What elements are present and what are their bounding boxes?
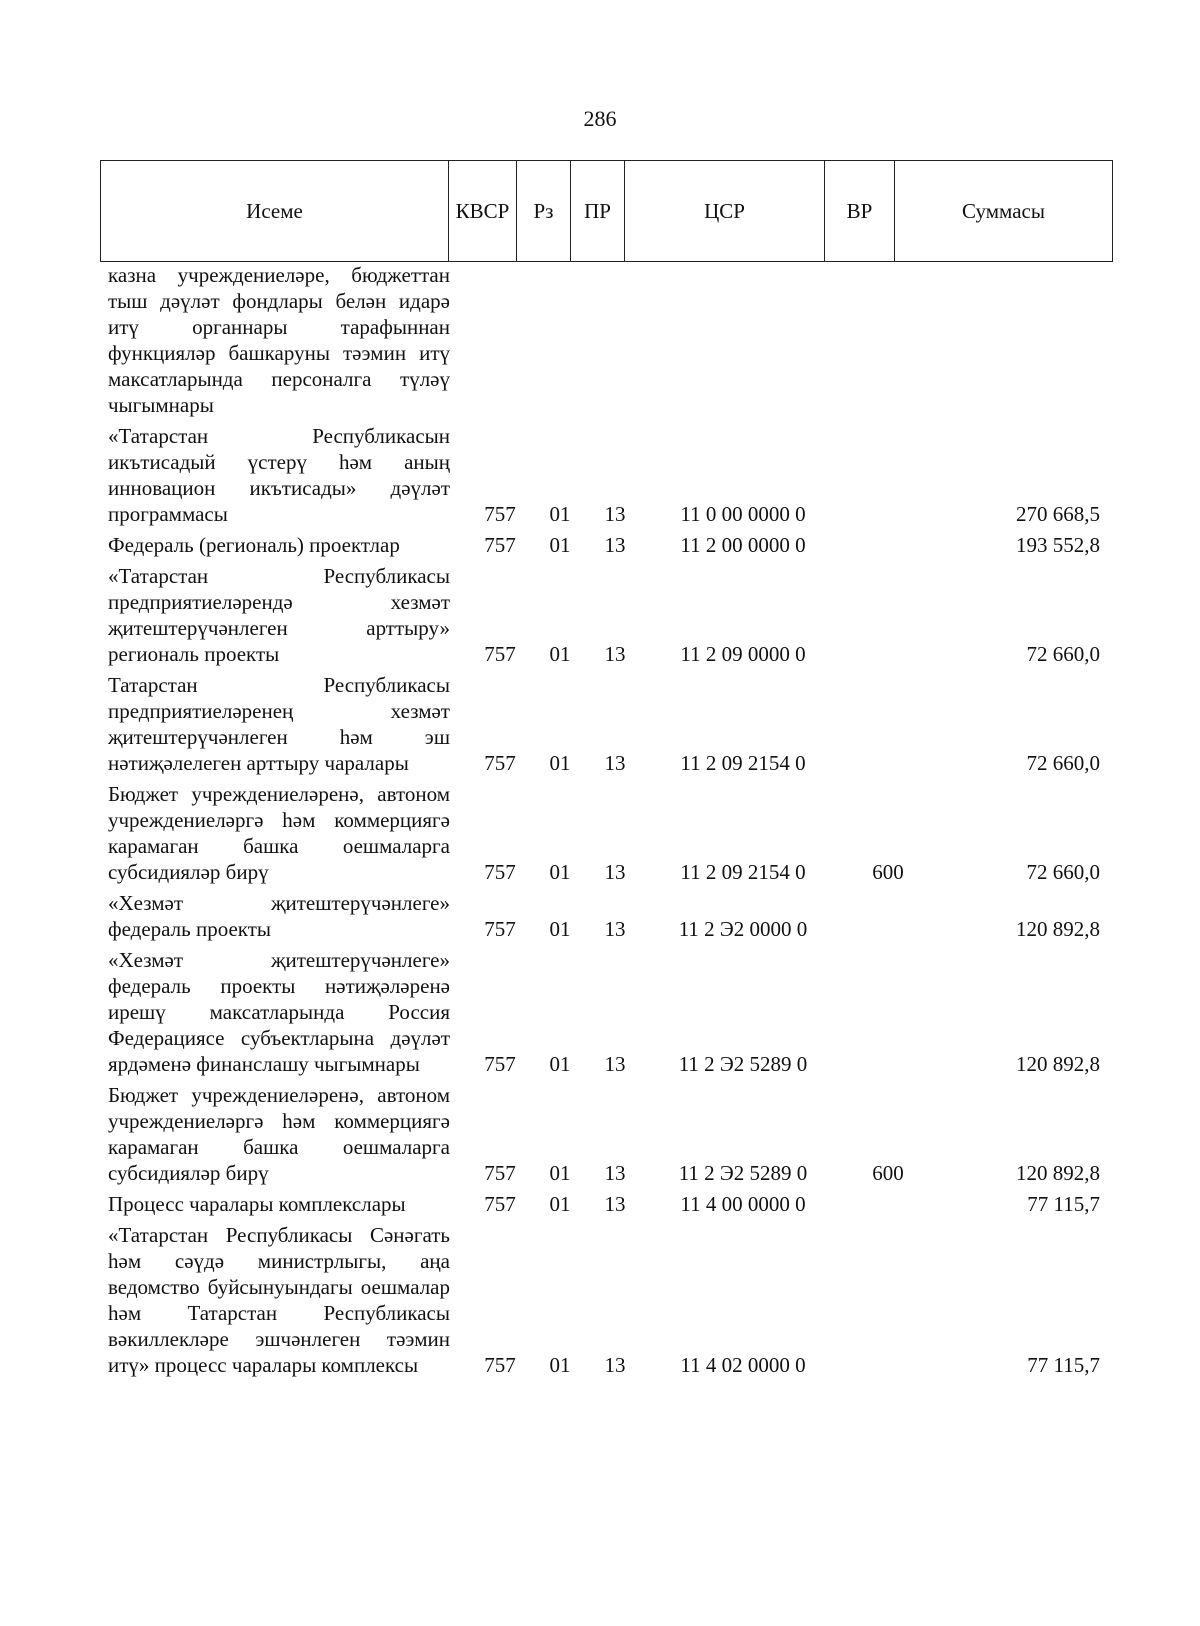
- row-kvsr: 757: [484, 1353, 516, 1377]
- row-rz: 01: [549, 1161, 571, 1185]
- row-sum: 120 892,8: [1016, 1052, 1100, 1076]
- table-row: [0, 262, 1200, 418]
- row-name: «Татарстан Республикасы Сәнәгать һәм сәүдә министрлыгы, аңа ведомство буйсынуындагы оешмалар һәм Татарстан Республикасы вәкиллекләре эшчәнлеген тәэмин итү» процесс чаралары комплексы: [108, 1223, 450, 1377]
- row-sum: 193 552,8: [1016, 533, 1100, 557]
- row-rz: 01: [549, 1052, 571, 1076]
- row-pr: 13: [604, 533, 626, 557]
- row-kvsr: 757: [484, 533, 516, 557]
- row-name: «Хезмәт җитештерүчәнлеге» федераль проекты нәтиҗәләренә ирешү максатларында Россия Федерациясе субъектларына дәүләт ярдәменә финанслашу чыгымнары: [108, 948, 450, 1076]
- row-pr: 13: [604, 642, 626, 666]
- row-rz: 01: [549, 751, 571, 775]
- row-csr: 11 2 Э2 0000 0: [678, 917, 808, 941]
- row-csr: 11 2 Э2 5289 0: [678, 1052, 808, 1076]
- row-rz: 01: [549, 502, 571, 526]
- row-name: казна учреждениеләре, бюджеттан тыш дәүләт фондлары белән идарә итү органнары тарафыннан функцияләр башкаруны тәэмин итү максатларында персоналга түләү чыгымнары: [108, 263, 450, 417]
- table-row: [0, 423, 1200, 527]
- table-header: [100, 160, 1113, 262]
- row-rz: 01: [549, 860, 571, 884]
- table-row: [0, 672, 1200, 776]
- row-sum: 120 892,8: [1016, 917, 1100, 941]
- header-name: Исеме: [101, 161, 449, 262]
- row-rz: 01: [549, 1353, 571, 1377]
- row-kvsr: 757: [484, 751, 516, 775]
- row-name: Федераль (региональ) проектлар: [108, 533, 400, 557]
- table-row: [0, 1191, 1200, 1217]
- row-kvsr: 757: [484, 860, 516, 884]
- header-csr: ЦСР: [625, 161, 825, 262]
- row-name: «Хезмәт җитештерүчәнлеге» федераль проекты: [108, 891, 450, 941]
- table-body: [0, 262, 1200, 1383]
- row-rz: 01: [549, 533, 571, 557]
- table-row: [0, 1222, 1200, 1378]
- row-sum: 77 115,7: [1027, 1353, 1100, 1377]
- row-name: «Татарстан Республикасы предприятиеләрендә хезмәт җитештерүчәнлеген арттыру» региональ проекты: [108, 564, 450, 666]
- row-rz: 01: [549, 917, 571, 941]
- header-pr: ПР: [571, 161, 625, 262]
- row-sum: 120 892,8: [1016, 1161, 1100, 1185]
- row-csr: 11 2 09 2154 0: [680, 860, 806, 884]
- row-rz: 01: [549, 1192, 571, 1216]
- row-kvsr: 757: [484, 1052, 516, 1076]
- header-vr: ВР: [825, 161, 895, 262]
- row-csr: 11 0 00 0000 0: [680, 502, 806, 526]
- row-kvsr: 757: [484, 502, 516, 526]
- row-csr: 11 2 09 0000 0: [680, 642, 806, 666]
- row-pr: 13: [604, 502, 626, 526]
- row-rz: 01: [549, 642, 571, 666]
- table-row: [0, 947, 1200, 1077]
- row-name: Бюджет учреждениеләренә, автоном учреждениеләргә һәм коммерциягә карамаган башка оешмаларга субсидияләр бирү: [108, 1083, 450, 1185]
- row-kvsr: 757: [484, 642, 516, 666]
- row-name: «Татарстан Республикасын икътисадый үстерү һәм аның инновацион икътисады» дәүләт программасы: [108, 424, 450, 526]
- row-pr: 13: [604, 917, 626, 941]
- row-csr: 11 2 00 0000 0: [680, 533, 806, 557]
- row-vr: 600: [872, 860, 904, 884]
- row-pr: 13: [604, 751, 626, 775]
- row-kvsr: 757: [484, 1161, 516, 1185]
- row-name: Татарстан Республикасы предприятиеләренең хезмәт җитештерүчәнлеген һәм эш нәтиҗәлелеген арттыру чаралары: [108, 673, 450, 775]
- table-row: [0, 563, 1200, 667]
- row-name: Бюджет учреждениеләренә, автоном учреждениеләргә һәм коммерциягә карамаган башка оешмаларга субсидияләр бирү: [108, 782, 450, 884]
- row-pr: 13: [604, 1052, 626, 1076]
- row-csr: 11 2 Э2 5289 0: [678, 1161, 808, 1185]
- row-sum: 72 660,0: [1026, 642, 1100, 666]
- table-row: [0, 890, 1200, 942]
- table-row: [0, 532, 1200, 558]
- row-pr: 13: [604, 1353, 626, 1377]
- row-vr: 600: [872, 1161, 904, 1185]
- page-number: 286: [583, 106, 617, 131]
- row-csr: 11 4 02 0000 0: [680, 1353, 806, 1377]
- row-kvsr: 757: [484, 1192, 516, 1216]
- row-sum: 72 660,0: [1026, 751, 1100, 775]
- table-row: [0, 781, 1200, 885]
- row-kvsr: 757: [484, 917, 516, 941]
- row-sum: 77 115,7: [1027, 1192, 1100, 1216]
- header-sum: Суммасы: [895, 161, 1113, 262]
- row-pr: 13: [604, 1161, 626, 1185]
- row-sum: 270 668,5: [1016, 502, 1100, 526]
- row-pr: 13: [604, 1192, 626, 1216]
- row-pr: 13: [604, 860, 626, 884]
- header-rz: Рз: [517, 161, 571, 262]
- row-csr: 11 2 09 2154 0: [680, 751, 806, 775]
- header-kvsr: КВСР: [449, 161, 517, 262]
- row-sum: 72 660,0: [1026, 860, 1100, 884]
- row-csr: 11 4 00 0000 0: [680, 1192, 806, 1216]
- row-name: Процесс чаралары комплекслары: [108, 1192, 406, 1216]
- table-row: [0, 1082, 1200, 1186]
